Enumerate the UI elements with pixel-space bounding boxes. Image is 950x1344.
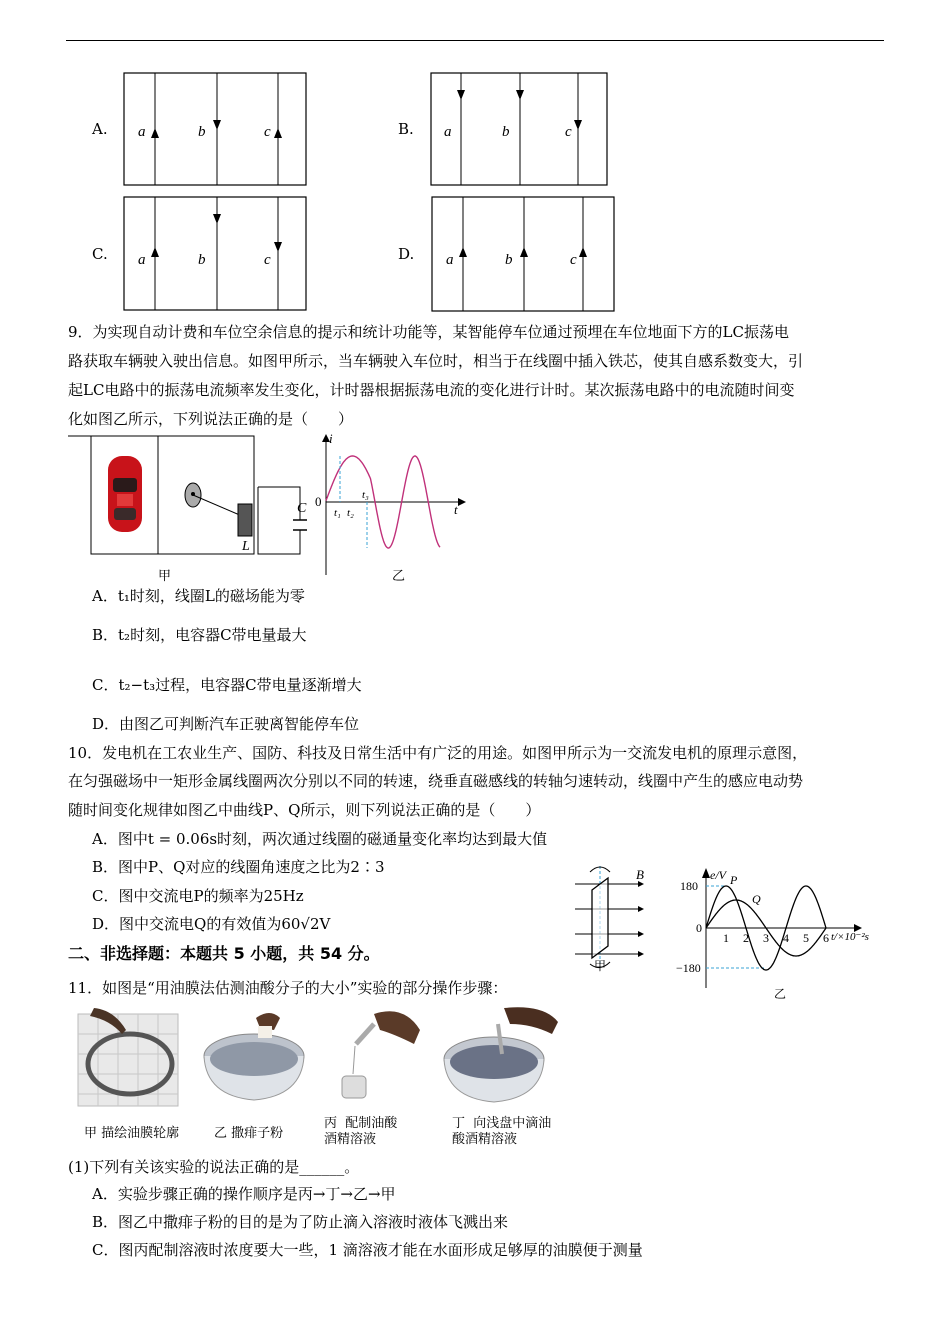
q8-wire-label: b [198, 252, 206, 268]
y-tick-0: 0 [696, 921, 702, 935]
section-heading: 二、非选择题：本题共 5 小题，共 54 分。 [68, 944, 380, 963]
caption-photo-ding: 丁 向浅盘中滴油 酸酒精溶液 [452, 1116, 552, 1147]
q8-option-a [92, 120, 108, 138]
caption-photo-yi: 乙 撒痱子粉 [214, 1126, 284, 1141]
q8-option-letter: A. [92, 120, 108, 138]
q8-wire-label: c [264, 124, 271, 140]
q9-option: B．t₂时刻，电容器C带电量最大 [92, 626, 307, 644]
q10-stem-line: 在匀强磁场中一矩形金属线圈两次分别以不同的转速，绕垂直磁感线的转轴匀速转动，线圈中产生的感应电动势 [68, 772, 804, 790]
axis-i-label: i [329, 431, 333, 446]
photo-bing [342, 1011, 420, 1098]
field-b-label: B [636, 867, 644, 882]
q8-option-letter: C. [92, 245, 108, 263]
top-rule [66, 40, 884, 41]
q9-stem-line: 起LC电路中的振荡电流频率发生变化，计时器根据振荡电流的变化进行计时。某次振荡电路中的电流随时间变 [68, 381, 795, 399]
x-tick-label: 5 [803, 931, 809, 945]
q8-wire-label: a [138, 124, 146, 140]
q9-figure-yi [312, 430, 472, 585]
q9-stem-line: 化如图乙所示，下列说法正确的是（ ） [68, 410, 354, 428]
q9-option: A．t₁时刻，线圈L的磁场能为零 [92, 587, 305, 605]
car-image [108, 456, 142, 532]
q8-wire-label: c [264, 252, 271, 268]
caption-yi: 乙 [774, 987, 787, 1001]
q8-figure-b [428, 70, 612, 190]
q9-stem-line: 9．为实现自动计费和车位空余信息的提示和统计功能等，某智能停车位通过预埋在车位地面下方的LC振荡电 [68, 323, 789, 341]
q11-option: A．实验步骤正确的操作顺序是丙→丁→乙→甲 [92, 1185, 396, 1203]
x-tick-label: 1 [723, 931, 729, 945]
q9-figure-jia [68, 432, 318, 584]
q10-chart [668, 862, 888, 1002]
q11-option: C．图丙配制溶液时浓度要大一些，1 滴溶液才能在水面形成足够厚的油膜便于测量 [92, 1241, 643, 1259]
t1-label: t₁ [334, 507, 341, 519]
x-tick-label: 3 [763, 931, 769, 945]
q11-option: B．图乙中撒痱子粉的目的是为了防止滴入溶液时液体飞溅出来 [92, 1213, 509, 1231]
q10-option: B．图中P、Q对应的线圈角速度之比为2∶3 [92, 858, 385, 876]
x-tick-label: 2 [743, 931, 749, 945]
q8-option-c [92, 245, 108, 263]
q8-figure-a [120, 70, 312, 190]
photo-yi [204, 1013, 304, 1100]
q8-figure-d [428, 194, 618, 314]
axis-t-label: t/×10⁻²s [831, 931, 869, 943]
photo-ding [444, 1007, 558, 1102]
q10-figure-jia [570, 862, 660, 972]
q10-option: D．图中交流电Q的有效值为60√2V [92, 915, 331, 933]
q8-option-b [398, 120, 414, 138]
axis-t-label: t [454, 502, 458, 517]
q10-option: A．图中t = 0.06s时刻，两次通过线圈的磁通量变化率均达到最大值 [92, 830, 548, 848]
caption-photo-jia: 甲 描绘油膜轮廓 [84, 1126, 180, 1141]
caption-jia: 甲 [594, 959, 607, 972]
q9-option: D．由图乙可判断汽车正驶离智能停车位 [92, 715, 360, 733]
q11-photos [74, 1004, 564, 1108]
q8-wire-label: a [446, 252, 454, 268]
caption-yi: 乙 [392, 568, 406, 583]
q8-wire-label: b [505, 252, 513, 268]
axis-e-label: e/V [710, 868, 726, 882]
q8-wire-label: a [138, 252, 146, 268]
q8-option-d [398, 245, 414, 263]
q10-option: C．图中交流电P的频率为25Hz [92, 887, 304, 905]
caption-photo-bing: 丙 配制油酸 酒精溶液 [324, 1116, 398, 1147]
q8-option-letter: D. [398, 245, 415, 263]
capacitor-label: C [297, 501, 307, 516]
y-tick-neg180: −180 [676, 961, 701, 975]
q8-wire-label: a [444, 124, 452, 140]
q11-stem: 11．如图是“用油膜法估测油酸分子的大小”实验的部分操作步骤： [68, 979, 508, 997]
q8-option-letter: B. [398, 120, 414, 138]
q9-stem-line: 路获取车辆驶入驶出信息。如图甲所示，当车辆驶入车位时，相当于在线圈中插入铁芯，使其自感系数变大，引 [68, 352, 804, 370]
series-q-label: Q [752, 892, 761, 906]
caption-jia: 甲 [158, 568, 172, 583]
q8-figure-c [120, 194, 312, 314]
photo-jia [78, 1008, 178, 1106]
q10-stem-line: 10．发电机在工农业生产、国防、科技及日常生活中有广泛的用途。如图甲所示为一交流发电机的原理示意图， [68, 744, 808, 762]
t2-label: t₂ [347, 507, 354, 519]
y-tick-180: 180 [680, 879, 698, 893]
t3-label: t₃ [362, 489, 369, 501]
inductor-label: L [242, 539, 250, 554]
origin-label: 0 [315, 494, 322, 509]
series-p-label: P [730, 873, 738, 887]
x-tick-label: 4 [783, 931, 789, 945]
q11-sub1: (1)下列有关该实验的说法正确的是______。 [68, 1158, 360, 1176]
q8-wire-label: c [570, 252, 577, 268]
x-tick-label: 6 [823, 931, 829, 945]
q8-wire-label: b [502, 124, 510, 140]
q8-wire-label: b [198, 124, 206, 140]
q9-option: C．t₂−t₃过程，电容器C带电量逐渐增大 [92, 676, 362, 694]
q10-stem-line: 随时间变化规律如图乙中曲线P、Q所示，则下列说法正确的是（ ） [68, 801, 541, 819]
q8-wire-label: c [565, 124, 572, 140]
